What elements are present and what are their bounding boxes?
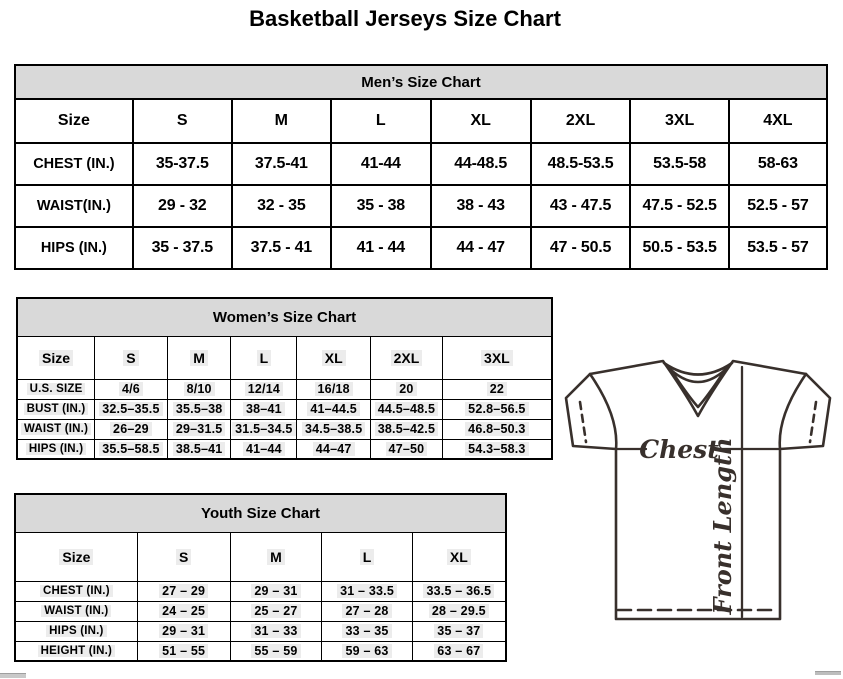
value-cell-text: 44–47 — [313, 442, 355, 456]
value-cell-text: 34.5–38.5 — [302, 422, 365, 436]
value-cell-text: 38–41 — [243, 402, 285, 416]
column-header-cell — [95, 336, 168, 379]
column-header-cell-text: M — [267, 549, 285, 565]
column-header-cell — [412, 532, 506, 581]
value-cell: 35 - 38 — [331, 185, 431, 227]
column-header-cell-text: L — [257, 350, 272, 366]
value-cell-text: 27 – 28 — [342, 604, 391, 618]
womens-size-chart-section — [16, 297, 553, 460]
column-header-cell-text: Size — [59, 549, 93, 565]
column-header-cell — [371, 336, 443, 379]
mens-size-chart-section — [14, 64, 828, 270]
value-cell-text: 20 — [396, 382, 416, 396]
value-cell: 48.5-53.5 — [531, 143, 631, 185]
column-header-cell-text: XL — [447, 549, 471, 565]
value-cell — [137, 621, 230, 641]
value-cell-text: 35 – 37 — [434, 624, 483, 638]
column-header-cell: XL — [431, 99, 531, 143]
row-label-cell-text: HIPS (IN.) — [26, 443, 86, 455]
value-cell-text: 12/14 — [245, 382, 283, 396]
value-cell — [297, 379, 371, 399]
row-label-cell: HIPS (IN.) — [15, 227, 133, 269]
value-cell: 38 - 43 — [431, 185, 531, 227]
mens-table-title: Men’s Size Chart — [15, 65, 827, 99]
table-row — [15, 601, 506, 621]
value-cell-text: 8/10 — [184, 382, 215, 396]
womens-size-header-row — [17, 336, 552, 379]
value-cell — [322, 601, 412, 621]
value-cell: 41-44 — [331, 143, 431, 185]
value-cell — [230, 581, 322, 601]
value-cell — [167, 439, 231, 459]
row-label-cell — [17, 379, 95, 399]
row-label-cell — [17, 399, 95, 419]
column-header-cell-text: S — [123, 350, 138, 366]
value-cell-text: 41–44.5 — [307, 402, 360, 416]
row-label-cell: WAIST(IN.) — [15, 185, 133, 227]
value-cell-text: 29 – 31 — [251, 584, 300, 598]
youth-title-row — [15, 494, 506, 532]
value-cell-text: 29–31.5 — [173, 422, 226, 436]
column-header-cell: L — [331, 99, 431, 143]
value-cell — [412, 601, 506, 621]
womens-title-row — [17, 298, 552, 336]
value-cell: 37.5 - 41 — [232, 227, 331, 269]
value-cell — [95, 399, 168, 419]
table-row — [15, 581, 506, 601]
value-cell-text: 31 – 33.5 — [337, 584, 397, 598]
value-cell — [442, 379, 552, 399]
value-cell-text: 28 – 29.5 — [429, 604, 489, 618]
column-header-cell-text: 3XL — [481, 350, 513, 366]
row-label-cell-text: CHEST (IN.) — [40, 585, 113, 597]
value-cell-text: 35.5–38 — [173, 402, 226, 416]
value-cell — [412, 621, 506, 641]
jersey-measurement-diagram — [558, 353, 843, 633]
youth-size-chart-section — [14, 493, 507, 662]
value-cell-text: 38.5–41 — [173, 442, 226, 456]
table-row — [15, 143, 827, 185]
column-header-cell-text: 2XL — [391, 350, 423, 366]
value-cell — [322, 621, 412, 641]
value-cell — [322, 641, 412, 661]
column-header-cell — [231, 336, 297, 379]
value-cell-text: 22 — [487, 382, 507, 396]
value-cell: 53.5-58 — [630, 143, 728, 185]
column-header-cell-text: L — [360, 549, 375, 565]
value-cell: 32 - 35 — [232, 185, 331, 227]
table-row — [15, 641, 506, 661]
value-cell-text: 16/18 — [315, 382, 353, 396]
table-row — [17, 399, 552, 419]
value-cell-text: 31.5–34.5 — [232, 422, 295, 436]
row-label-cell-text: HIPS (IN.) — [46, 625, 106, 637]
row-label-cell — [15, 581, 137, 601]
value-cell — [95, 439, 168, 459]
value-cell — [231, 379, 297, 399]
value-cell — [230, 621, 322, 641]
value-cell — [412, 581, 506, 601]
column-header-cell: S — [133, 99, 232, 143]
row-label-cell: CHEST (IN.) — [15, 143, 133, 185]
womens-table-title: Women’s Size Chart — [17, 298, 552, 336]
value-cell-text: 4/6 — [119, 382, 143, 396]
jersey-outline-icon — [566, 361, 830, 619]
youth-size-header-row — [15, 532, 506, 581]
column-header-cell-text: XL — [322, 350, 346, 366]
column-header-cell — [17, 336, 95, 379]
column-header-cell-text: Size — [39, 350, 73, 366]
value-cell: 50.5 - 53.5 — [630, 227, 728, 269]
chest-label: Chest — [639, 435, 719, 464]
youth-size-table — [14, 493, 507, 662]
value-cell-text: 26–29 — [110, 422, 152, 436]
value-cell — [442, 399, 552, 419]
value-cell: 52.5 - 57 — [729, 185, 827, 227]
value-cell: 47 - 50.5 — [531, 227, 631, 269]
value-cell-text: 54.3–58.3 — [465, 442, 528, 456]
value-cell — [137, 581, 230, 601]
row-label-cell — [15, 601, 137, 621]
value-cell-text: 52.8–56.5 — [465, 402, 528, 416]
value-cell-text: 24 – 25 — [159, 604, 208, 618]
value-cell-text: 44.5–48.5 — [375, 402, 438, 416]
mens-title-row — [15, 65, 827, 99]
value-cell-text: 35.5–58.5 — [99, 442, 162, 456]
value-cell — [231, 399, 297, 419]
value-cell — [137, 601, 230, 621]
value-cell-text: 51 – 55 — [159, 644, 208, 658]
value-cell: 37.5-41 — [232, 143, 331, 185]
value-cell — [167, 379, 231, 399]
value-cell — [297, 399, 371, 419]
mens-size-header-row — [15, 99, 827, 143]
row-label-cell — [17, 439, 95, 459]
value-cell — [371, 439, 443, 459]
value-cell — [371, 419, 443, 439]
value-cell: 35 - 37.5 — [133, 227, 232, 269]
column-header-cell — [442, 336, 552, 379]
table-row — [15, 185, 827, 227]
value-cell-text: 47–50 — [386, 442, 428, 456]
value-cell-text: 46.8–50.3 — [465, 422, 528, 436]
value-cell-text: 38.5–42.5 — [375, 422, 438, 436]
value-cell — [231, 419, 297, 439]
value-cell — [230, 601, 322, 621]
womens-size-table — [16, 297, 553, 460]
value-cell — [167, 399, 231, 419]
value-cell-text: 31 – 33 — [251, 624, 300, 638]
value-cell — [322, 581, 412, 601]
value-cell — [95, 419, 168, 439]
value-cell-text: 29 – 31 — [159, 624, 208, 638]
column-header-cell: Size — [15, 99, 133, 143]
row-label-cell — [17, 419, 95, 439]
value-cell: 44 - 47 — [431, 227, 531, 269]
table-row — [17, 379, 552, 399]
column-header-cell: 2XL — [531, 99, 631, 143]
row-label-cell — [15, 621, 137, 641]
value-cell — [297, 419, 371, 439]
row-label-cell — [15, 641, 137, 661]
value-cell-text: 41–44 — [243, 442, 285, 456]
value-cell — [230, 641, 322, 661]
column-header-cell — [230, 532, 322, 581]
column-header-cell — [297, 336, 371, 379]
value-cell: 47.5 - 52.5 — [630, 185, 728, 227]
column-header-cell: 3XL — [630, 99, 728, 143]
table-row — [15, 621, 506, 641]
value-cell: 43 - 47.5 — [531, 185, 631, 227]
column-header-cell: 4XL — [729, 99, 827, 143]
column-header-cell — [137, 532, 230, 581]
value-cell-text: 59 – 63 — [342, 644, 391, 658]
row-label-cell-text: HEIGHT (IN.) — [38, 645, 115, 657]
horizontal-scrollbar-fragment-left[interactable] — [0, 673, 26, 678]
value-cell-text: 25 – 27 — [251, 604, 300, 618]
column-header-cell — [167, 336, 231, 379]
row-label-cell-text: BUST (IN.) — [24, 403, 89, 415]
table-row — [15, 227, 827, 269]
value-cell — [371, 399, 443, 419]
value-cell: 58-63 — [729, 143, 827, 185]
row-label-cell-text: U.S. SIZE — [27, 383, 86, 395]
value-cell — [412, 641, 506, 661]
value-cell — [231, 439, 297, 459]
value-cell — [137, 641, 230, 661]
table-row — [17, 439, 552, 459]
value-cell — [442, 439, 552, 459]
value-cell-text: 63 – 67 — [434, 644, 483, 658]
column-header-cell: M — [232, 99, 331, 143]
row-label-cell-text: WAIST (IN.) — [41, 605, 111, 617]
value-cell-text: 33 – 35 — [342, 624, 391, 638]
youth-table-title: Youth Size Chart — [15, 494, 506, 532]
value-cell: 44-48.5 — [431, 143, 531, 185]
value-cell-text: 33.5 – 36.5 — [423, 584, 494, 598]
value-cell — [371, 379, 443, 399]
value-cell — [167, 419, 231, 439]
value-cell — [297, 439, 371, 459]
value-cell-text: 27 – 29 — [159, 584, 208, 598]
value-cell-text: 32.5–35.5 — [99, 402, 162, 416]
column-header-cell — [322, 532, 412, 581]
column-header-cell — [15, 532, 137, 581]
horizontal-scrollbar-fragment-right[interactable] — [815, 671, 841, 675]
value-cell — [95, 379, 168, 399]
column-header-cell-text: M — [190, 350, 208, 366]
value-cell-text: 55 – 59 — [251, 644, 300, 658]
value-cell: 29 - 32 — [133, 185, 232, 227]
table-row — [17, 419, 552, 439]
row-label-cell-text: WAIST (IN.) — [21, 423, 91, 435]
value-cell — [442, 419, 552, 439]
value-cell: 41 - 44 — [331, 227, 431, 269]
value-cell: 53.5 - 57 — [729, 227, 827, 269]
mens-size-table — [14, 64, 828, 270]
page-title: Basketball Jerseys Size Chart — [249, 6, 561, 31]
value-cell: 35-37.5 — [133, 143, 232, 185]
front-length-label: Front Length — [708, 437, 737, 615]
column-header-cell-text: S — [176, 549, 191, 565]
